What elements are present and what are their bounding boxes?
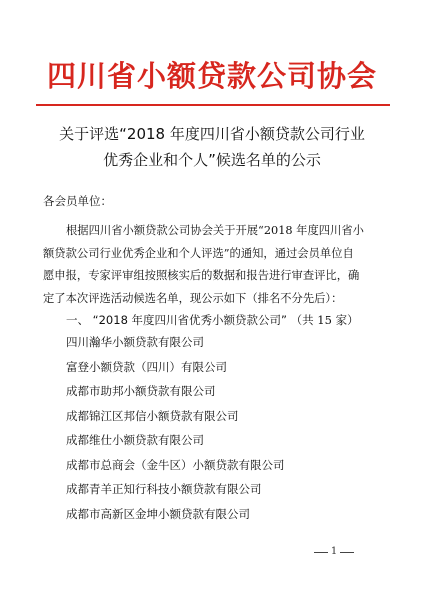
page-number-dash-right [340, 552, 354, 553]
list-item: 成都市助邦小额贷款有限公司 [66, 384, 216, 398]
org-letterhead-title: 四川省小额贷款公司协会 [46, 59, 377, 93]
body-paragraph [43, 220, 384, 310]
list-item: 成都维仕小额贷款有限公司 [66, 433, 204, 447]
salutation: 各会员单位： [43, 194, 112, 208]
body-line: 额贷款公司行业优秀企业和个人评选”的通知，通过会员单位自 [43, 246, 354, 260]
section-heading [66, 312, 359, 328]
page-number-value: 1 [330, 546, 338, 557]
list-item: 富登小额贷款（四川）有限公司 [66, 359, 227, 374]
page-number [312, 546, 356, 558]
notice-title [30, 121, 394, 173]
notice-title-line-1: 关于评选“2018 年度四川省小额贷款公司行业 [59, 125, 365, 143]
list-item: 成都市高新区金坤小额贷款有限公司 [66, 506, 250, 521]
body-line: 根据四川省小额贷款公司协会关于开展“2018 年度四川省小 [66, 224, 364, 237]
section-count: （共 15 家） [290, 313, 359, 327]
list-item: 成都锦江区邦信小额贷款有限公司 [66, 408, 239, 423]
list-item: 成都青羊正知行科技小额贷款有限公司 [66, 482, 262, 496]
notice-title-line-2: 优秀企业和个人”候选名单的公示 [103, 151, 321, 169]
company-list [66, 334, 285, 530]
list-item: 成都市总商会（金牛区）小额贷款有限公司 [66, 457, 285, 472]
body-line: 定了本次评选活动候选名单，现公示如下（排名不分先后）： [43, 291, 343, 305]
section-number: 一、 [66, 313, 89, 327]
list-item: 四川瀚华小额贷款有限公司 [66, 335, 204, 349]
page-number-dash-left [314, 552, 328, 553]
section-category: “2018 年度四川省优秀小额贷款公司” [92, 313, 287, 327]
body-line: 愿申报，专家评审组按照核实后的数据和报告进行审查评比，确 [43, 269, 360, 282]
letterhead-divider [36, 104, 390, 106]
